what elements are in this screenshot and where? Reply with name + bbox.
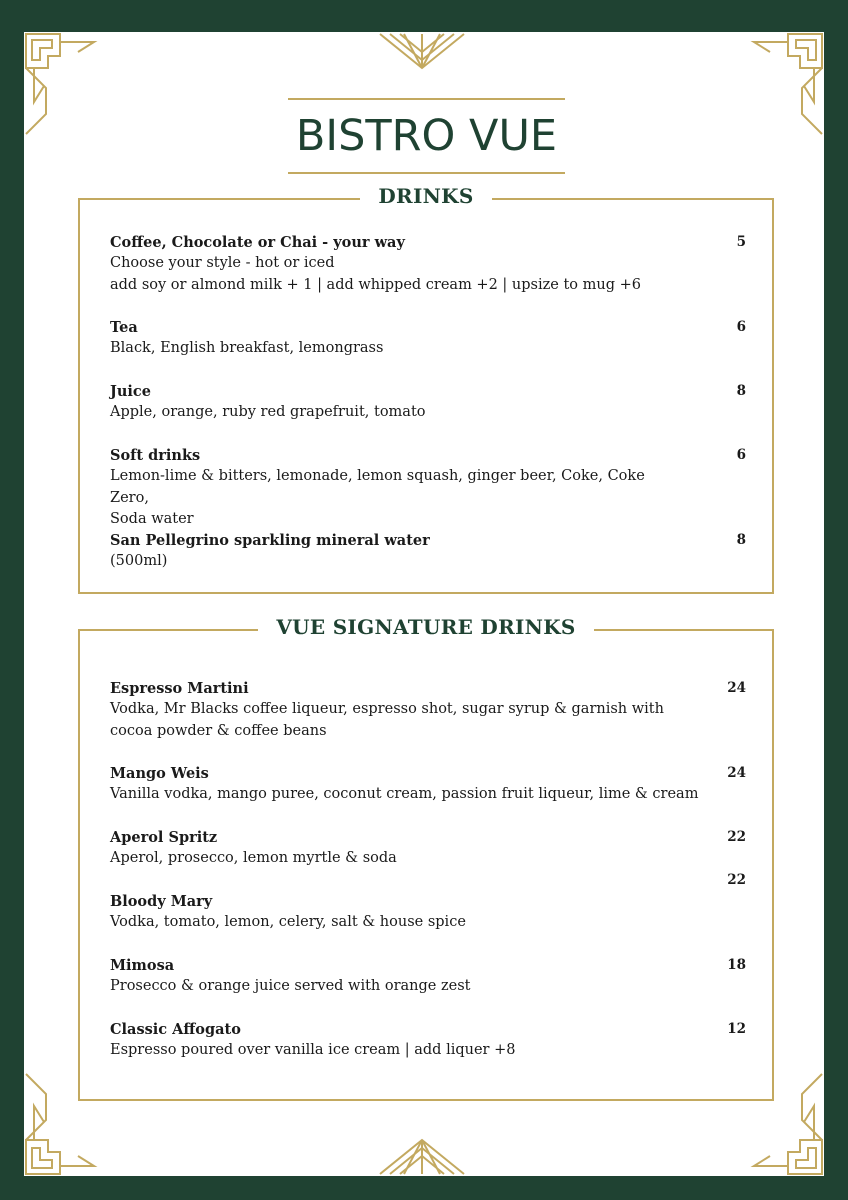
item-description: Choose your style - hot or iced (110, 255, 335, 271)
menu-item (110, 445, 746, 531)
item-description: Vanilla vodka, mango puree, coconut cream, passion fruit liqueur, lime & cream (110, 786, 699, 802)
item-price: 5 (736, 234, 746, 250)
menu-item (110, 530, 746, 573)
drinks-heading: DRINKS (80, 184, 772, 208)
title-frame (288, 98, 565, 174)
item-price: 8 (736, 532, 746, 548)
item-description: Black, English breakfast, lemongrass (110, 340, 384, 356)
item-name: Tea (110, 319, 138, 336)
menu-item (110, 678, 746, 742)
item-name: Espresso Martini (110, 680, 249, 697)
menu-item (110, 955, 746, 998)
fan-ornament-icon (380, 34, 464, 68)
item-description: Apple, orange, ruby red grapefruit, tomato (110, 404, 426, 420)
item-description: Aperol, prosecco, lemon myrtle & soda (110, 850, 397, 866)
signature-drinks-section (78, 615, 774, 1101)
fan-ornament-icon (380, 1140, 464, 1174)
item-description: Prosecco & orange juice served with orange zest (110, 978, 471, 994)
item-description: Lemon-lime & bitters, lemonade, lemon squash, ginger beer, Coke, Coke Zero, (110, 468, 645, 506)
menu-item (110, 827, 746, 870)
item-name: San Pellegrino sparkling mineral water (110, 532, 430, 549)
item-description: Soda water (110, 511, 194, 527)
drinks-section (78, 184, 774, 594)
corner-ornament-icon (754, 34, 822, 134)
item-description: Vodka, Mr Blacks coffee liqueur, espresso shot, sugar syrup & garnish with (110, 701, 664, 717)
menu-item (110, 872, 746, 934)
signature-heading: VUE SIGNATURE DRINKS (80, 615, 772, 639)
item-price: 22 (727, 829, 746, 845)
menu-item (110, 317, 746, 360)
menu-item (110, 1019, 746, 1062)
item-description: cocoa powder & coffee beans (110, 722, 327, 739)
item-name: Coffee, Chocolate or Chai - your way (110, 234, 405, 251)
item-description: add soy or almond milk + 1 | add whipped cream +2 | upsize to mug +6 (110, 276, 641, 293)
item-name: Mimosa (110, 957, 175, 974)
item-name: Soft drinks (110, 447, 201, 464)
menu-page (24, 32, 824, 1176)
item-price: 24 (727, 680, 746, 696)
page-title: BISTRO VUE (295, 111, 558, 161)
menu-item (110, 763, 746, 806)
item-name: Bloody Mary (110, 893, 213, 910)
item-price: 12 (727, 1021, 746, 1037)
item-name: Mango Weis (110, 765, 209, 782)
item-description: Vodka, tomato, lemon, celery, salt & house spice (110, 914, 466, 930)
item-description: (500ml) (110, 553, 168, 569)
corner-ornament-icon (26, 34, 94, 134)
item-description: Espresso poured over vanilla ice cream | add liquer +8 (110, 1042, 516, 1058)
item-name: Juice (110, 383, 151, 400)
menu-item (110, 381, 746, 424)
item-name: Aperol Spritz (110, 829, 218, 846)
item-price: 24 (727, 765, 746, 781)
item-price: 22 (727, 872, 746, 888)
item-name: Classic Affogato (110, 1021, 241, 1038)
item-price: 6 (736, 447, 746, 463)
item-price: 6 (736, 319, 746, 335)
menu-item (110, 232, 746, 296)
item-price: 8 (736, 383, 746, 399)
item-price: 18 (727, 957, 746, 973)
